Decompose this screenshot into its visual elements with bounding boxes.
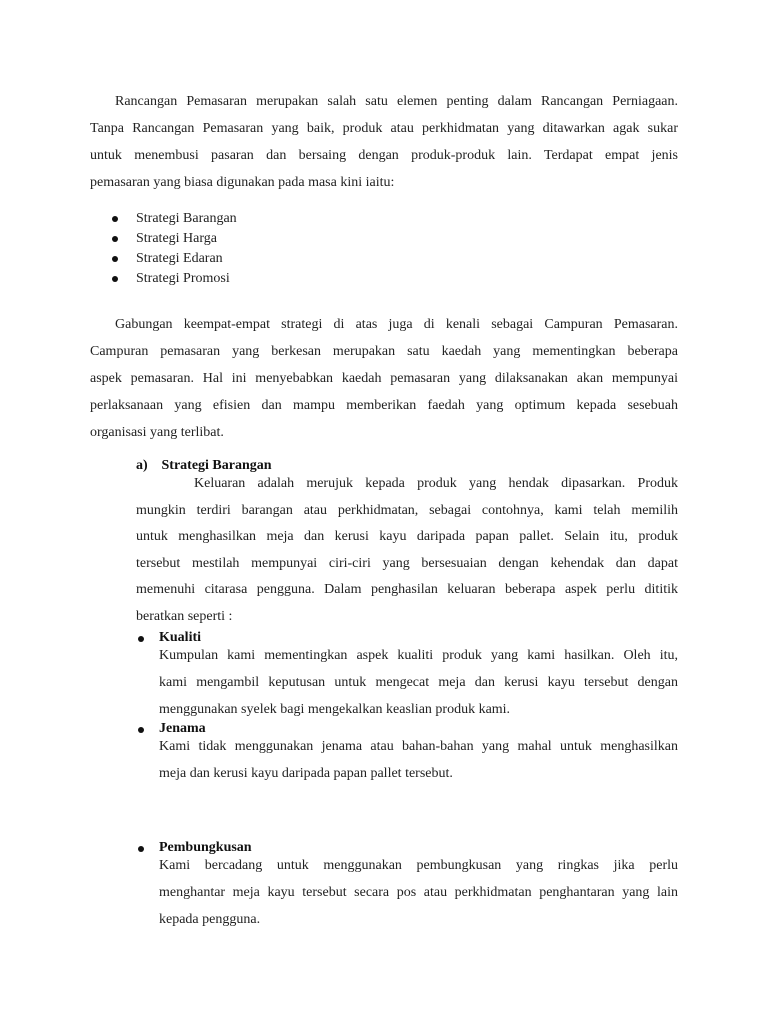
list-item (110, 229, 237, 249)
strategy-label: Strategi Barangan (136, 211, 237, 226)
bullet-icon (138, 727, 144, 733)
section-body (136, 471, 678, 631)
intro-paragraph (90, 88, 678, 196)
section-line: memenuhi citarasa pengguna. Dalam penghasilan keluaran beberapa aspek perlu dititik (136, 582, 678, 598)
section-line: beratkan seperti : (136, 608, 233, 624)
mix-line: Gabungan keempat-empat strategi di atas juga di kenali sebagai Campuran Pemasaran. (115, 317, 678, 332)
section-title: Strategi Barangan (161, 458, 272, 473)
aspect-body (159, 733, 678, 787)
bullet-icon (112, 236, 118, 242)
aspect-body (159, 852, 678, 933)
aspect-line: Kami bercadang untuk menggunakan pembungkusan yang ringkas jika perlu (159, 858, 678, 873)
intro-line: untuk menembusi pasaran dan bersaing dengan produk-produk lain. Terdapat empat jenis (90, 148, 678, 163)
mix-paragraph (90, 311, 678, 446)
list-item (110, 249, 237, 269)
section-line: Keluaran adalah merujuk kepada produk yang hendak dipasarkan. Produk (194, 476, 678, 491)
aspect-body (159, 642, 678, 723)
aspect-line: kepada pengguna. (159, 912, 261, 927)
section-line: untuk menghasilkan meja dan kerusi kayu daripada papan pallet. Selain itu, produk (136, 529, 678, 545)
mix-line: organisasi yang terlibat. (90, 425, 224, 440)
aspect-title: Kualiti (159, 630, 202, 645)
bullet-icon (112, 256, 118, 262)
bullet-icon (112, 276, 118, 282)
bullet-icon (138, 846, 144, 852)
mix-line: Campuran pemasaran yang berkesan merupakan satu kaedah yang mementingkan beberapa (90, 344, 678, 359)
mix-line: perlaksanaan yang efisien dan mampu memberikan faedah yang optimum kepada sesebuah (90, 398, 678, 413)
aspect-title: Jenama (159, 721, 206, 736)
aspect-line: Kumpulan kami mementingkan aspek kualiti produk yang kami hasilkan. Oleh itu, (159, 648, 678, 663)
strategy-label: Strategi Harga (136, 231, 217, 246)
list-item (110, 269, 237, 289)
aspect-line: kami mengambil keputusan untuk mengecat meja dan kerusi kayu tersebut dengan (159, 675, 678, 690)
bullet-icon (138, 636, 144, 642)
aspect-line: Kami tidak menggunakan jenama atau bahan-bahan yang mahal untuk menghasilkan (159, 739, 678, 754)
section-line: mungkin terdiri barangan atau perkhidmatan, sebagai contohnya, kami telah memilih (136, 502, 678, 518)
aspect-line: menghantar meja kayu tersebut secara pos atau perkhidmatan penghantaran yang lain (159, 885, 678, 900)
strategy-label: Strategi Promosi (136, 271, 230, 286)
bullet-icon (112, 216, 118, 222)
intro-line: pemasaran yang biasa digunakan pada masa kini iaitu: (90, 175, 395, 190)
strategy-list (110, 209, 237, 289)
intro-line: Tanpa Rancangan Pemasaran yang baik, produk atau perkhidmatan yang ditawarkan agak sukar (90, 121, 678, 136)
list-item (110, 209, 237, 229)
section-label: a) (136, 458, 148, 473)
mix-line: aspek pemasaran. Hal ini menyebabkan kaedah pemasaran yang dilaksanakan akan mempunyai (90, 371, 678, 386)
strategy-label: Strategi Edaran (136, 251, 223, 266)
section-line: tersebut mestilah mempunyai ciri-ciri yang bersesuaian dengan kehendak dan dapat (136, 555, 678, 571)
aspect-line: meja dan kerusi kayu daripada papan pallet tersebut. (159, 766, 453, 781)
intro-line: Rancangan Pemasaran merupakan salah satu elemen penting dalam Rancangan Perniagaan. (115, 94, 678, 109)
aspect-line: menggunakan syelek bagi mengekalkan keaslian produk kami. (159, 702, 511, 717)
aspect-title: Pembungkusan (159, 840, 252, 855)
